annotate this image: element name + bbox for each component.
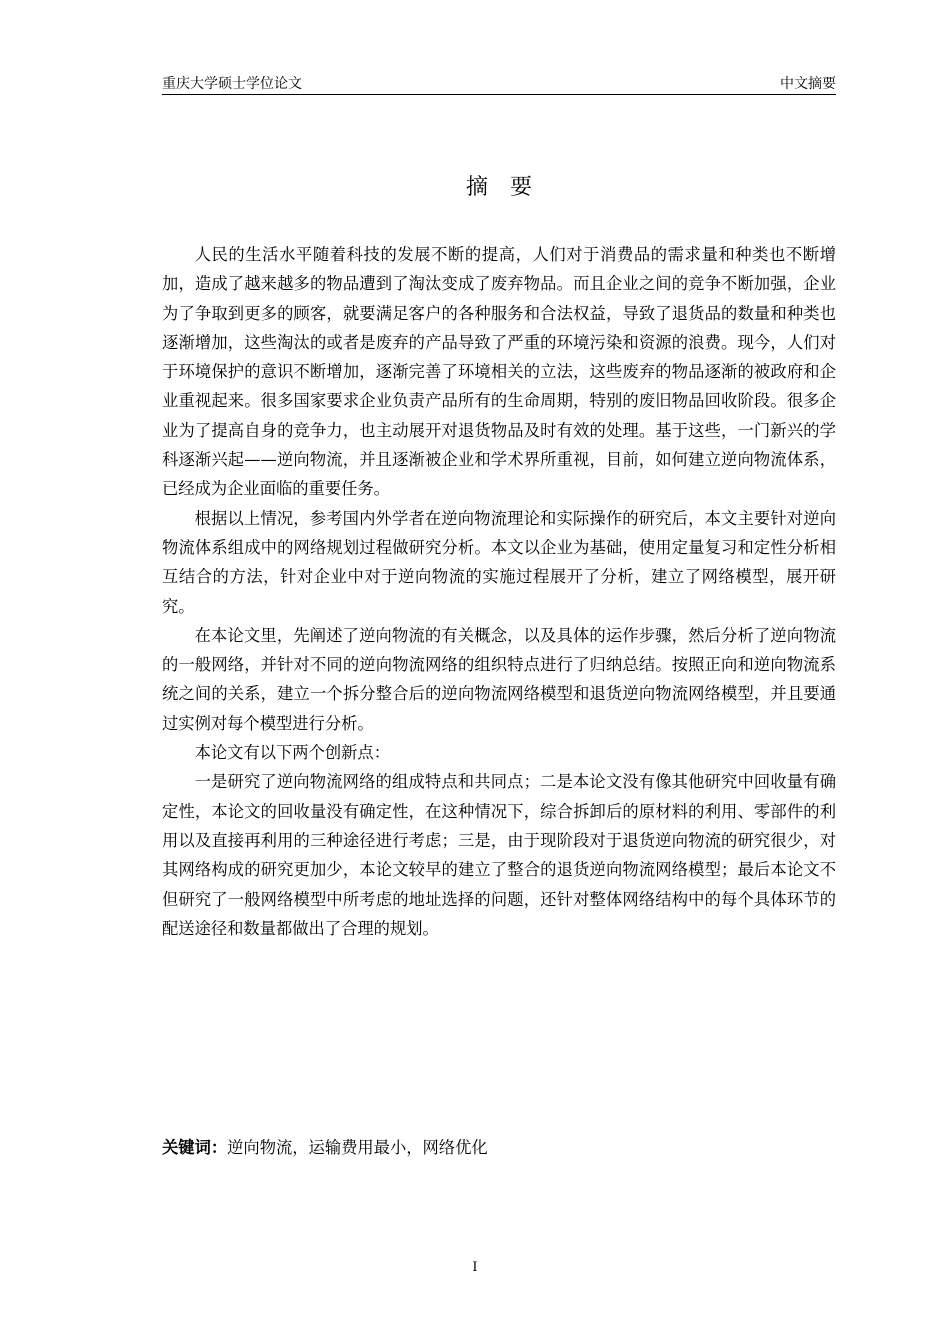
keywords-text: 逆向物流，运输费用最小，网络优化 <box>227 1138 488 1157</box>
abstract-body <box>162 240 836 943</box>
keywords-label: 关键词： <box>162 1138 228 1157</box>
abstract-paragraph-2: 根据以上情况，参考国内外学者在逆向物流理论和实际操作的研究后，本文主要针对逆向物流体系组成中的网络规划过程做研究分析。本文以企业为基础，使用定量复习和定性分析相互结合的方法，针对企业中对于逆向物流的实施过程展开了分析，建立了网络模型，展开研究。 <box>162 508 836 616</box>
keywords-line <box>162 1133 836 1162</box>
running-header <box>162 74 836 95</box>
abstract-paragraph-4: 本论文有以下两个创新点： <box>194 743 390 763</box>
page-number: I <box>472 1260 478 1275</box>
abstract-paragraph-3: 在本论文里，先阐述了逆向物流的有关概念，以及具体的运作步骤，然后分析了逆向物流的一般网络，并针对不同的逆向物流网络的组织特点进行了归纳总结。按照正向和逆向物流系统之间的关系，建立一个拆分整合后的逆向物流网络模型和退货逆向物流网络模型，并且要通过实例对每个模型进行分析。 <box>162 625 836 733</box>
header-section-name: 中文摘要 <box>780 76 836 92</box>
header-thesis-name: 重庆大学硕士学位论文 <box>162 76 302 92</box>
abstract-paragraph-5: 一是研究了逆向物流网络的组成特点和共同点；二是本论文没有像其他研究中回收量有确定性，本论文的回收量没有确定性，在这种情况下，综合拆卸后的原材料的利用、零部件的利用以及直接再利用的三种途径进行考虑；三是，由于现阶段对于退货逆向物流的研究很少，对其网络构成的研究更加少，本论文较早的建立了整合的退货逆向物流网络模型；最后本论文不但研究了一般网络模型中所考虑的地址选择的问题，还针对整体网络结构中的每个具体环节的配送途径和数量都做出了合理的规划。 <box>162 772 836 938</box>
abstract-paragraph-1: 人民的生活水平随着科技的发展不断的提高，人们对于消费品的需求量和种类也不断增加，造成了越来越多的物品遭到了淘汰变成了废弃物品。而且企业之间的竞争不断加强，企业为了争取到更多的顾客，就要满足客户的各种服务和合法权益，导致了退货品的数量和种类也逐渐增加，这些淘汰的或者是废弃的产品导致了严重的环境污染和资源的浪费。现今，人们对于环境保护的意识不断增加，逐渐完善了环境相关的立法，这些废弃的物品逐渐的被政府和企业重视起来。很多国家要求企业负责产品所有的生命周期，特别的废旧物品回收阶段。很多企业为了提高自身的竞争力，也主动展开对退货物品及时有效的处理。基于这些，一门新兴的学科逐渐兴起——逆向物流，并且逐渐被企业和学术界所重视，目前，如何建立逆向物流体系，已经成为企业面临的重要任务。 <box>162 245 836 499</box>
abstract-title: 摘要 <box>465 175 554 200</box>
